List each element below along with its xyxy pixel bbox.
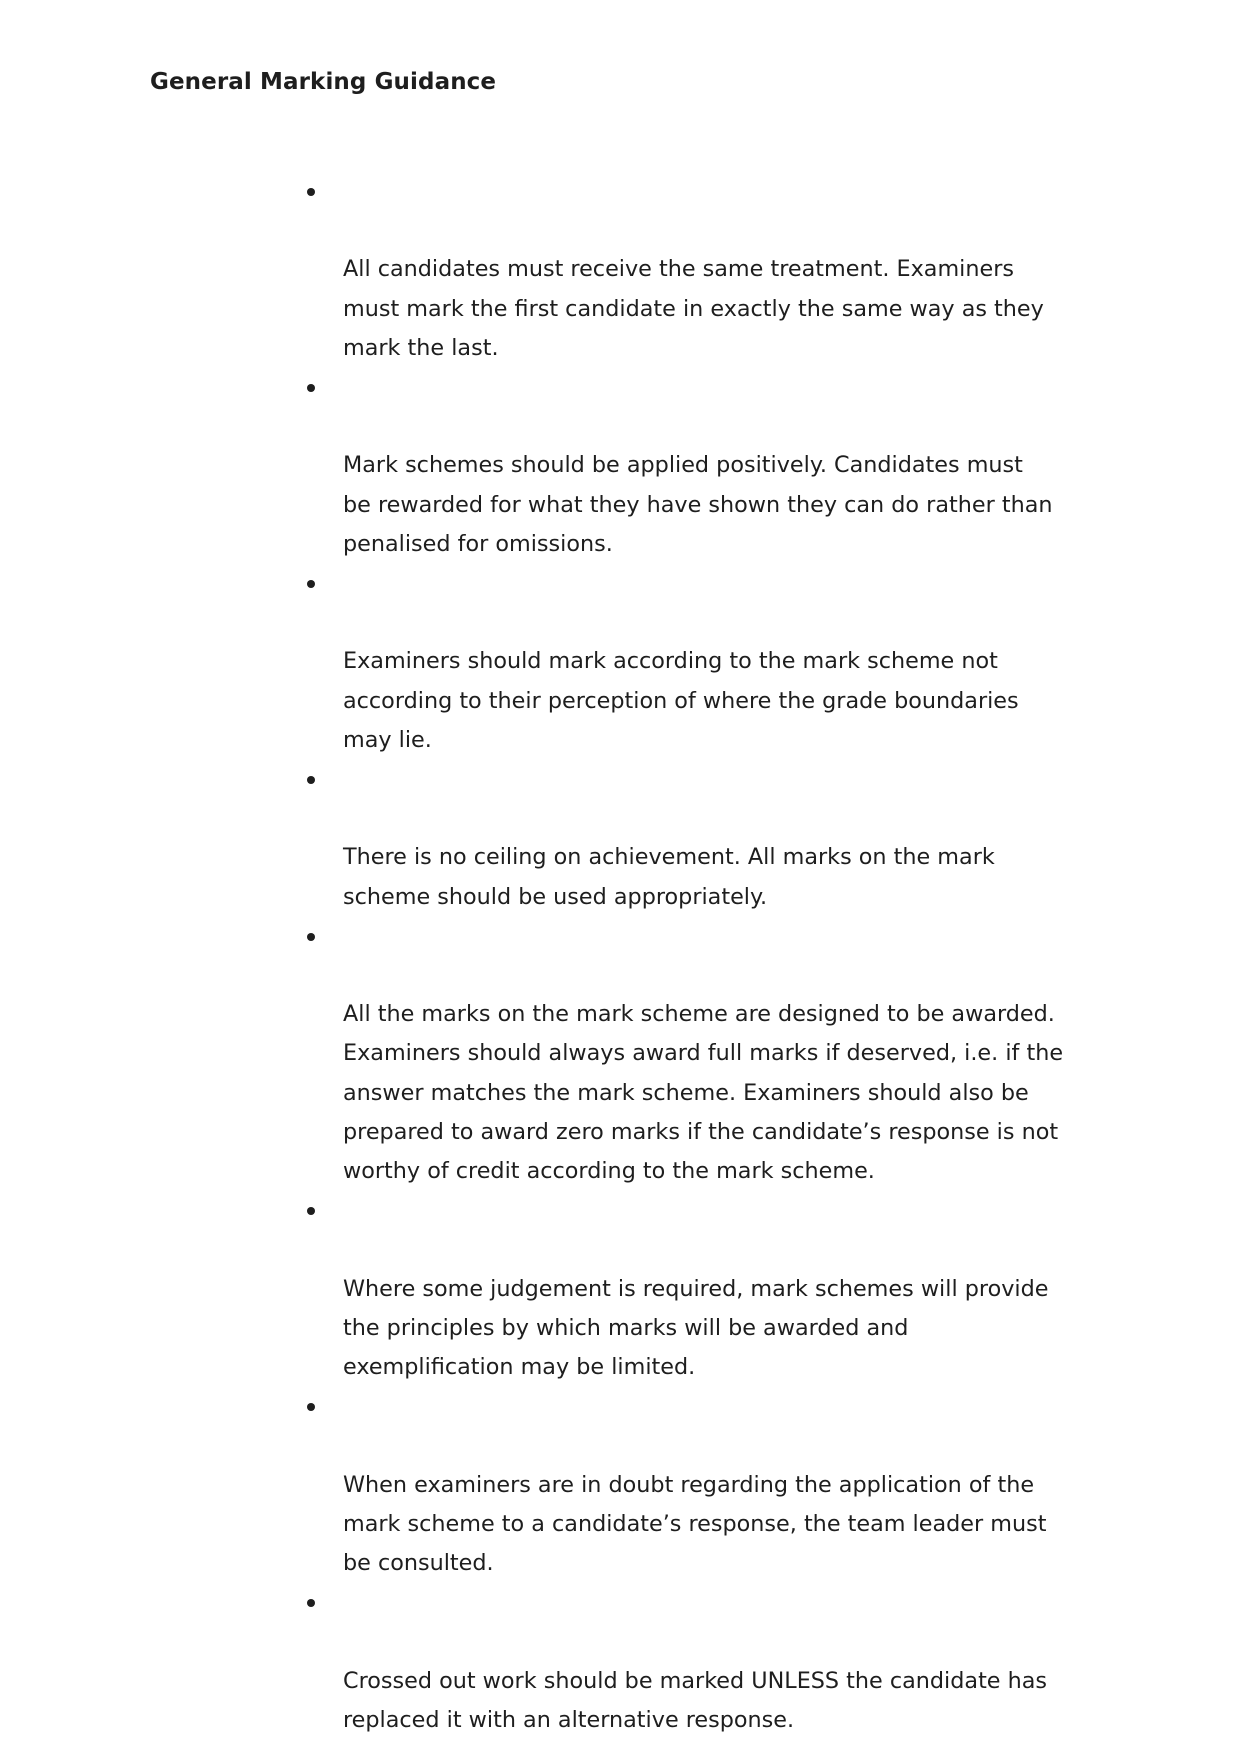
list-item-text: Crossed out work should be marked UNLESS the candidate has replaced it with an alternative response. xyxy=(343,1667,1048,1733)
bullet-icon xyxy=(307,1403,315,1411)
list-item xyxy=(300,1191,1100,1387)
bullet-icon xyxy=(307,1599,315,1607)
list-item xyxy=(300,760,1100,917)
bullet-icon xyxy=(307,776,315,784)
list-item-text: Examiners should mark according to the mark scheme not according to their perception of where the grade boundaries may lie. xyxy=(343,648,1019,753)
list-item xyxy=(300,368,1100,564)
list-item xyxy=(300,172,1100,368)
bullet-icon xyxy=(307,933,315,941)
guidance-list xyxy=(300,172,1100,1740)
list-item xyxy=(300,1583,1100,1740)
list-item xyxy=(300,1387,1100,1583)
list-item xyxy=(300,917,1100,1191)
list-item-text: Where some judgement is required, mark schemes will provide the principles by which marks will be awarded and exemplification may be limited. xyxy=(343,1275,1049,1381)
list-item-text: All candidates must receive the same treatment. Examiners must mark the first candidate in exactly the same way as they mark the last. xyxy=(343,256,1044,361)
list-item-text: All the marks on the mark scheme are designed to be awarded. Examiners should always award full marks if deserved, i.e. if the answer matches the mark scheme. Examiners should also be prepared to award zero marks if the candidate’s response is not worthy of credit according to the mark scheme. xyxy=(343,1001,1064,1185)
list-item-text: When examiners are in doubt regarding the application of the mark scheme to a candidate’s response, the team leader must be consulted. xyxy=(343,1471,1047,1577)
list-item-text: Mark schemes should be applied positively. Candidates must be rewarded for what they have shown they can do rather than penalised for omissions. xyxy=(343,452,1053,557)
page-title: General Marking Guidance xyxy=(150,69,497,95)
bullet-icon xyxy=(307,580,315,588)
bullet-icon xyxy=(307,384,315,392)
bullet-icon xyxy=(307,188,315,196)
bullet-icon xyxy=(307,1207,315,1215)
list-item-text: There is no ceiling on achievement. All marks on the mark scheme should be used appropriately. xyxy=(343,844,995,910)
list-item xyxy=(300,564,1100,760)
